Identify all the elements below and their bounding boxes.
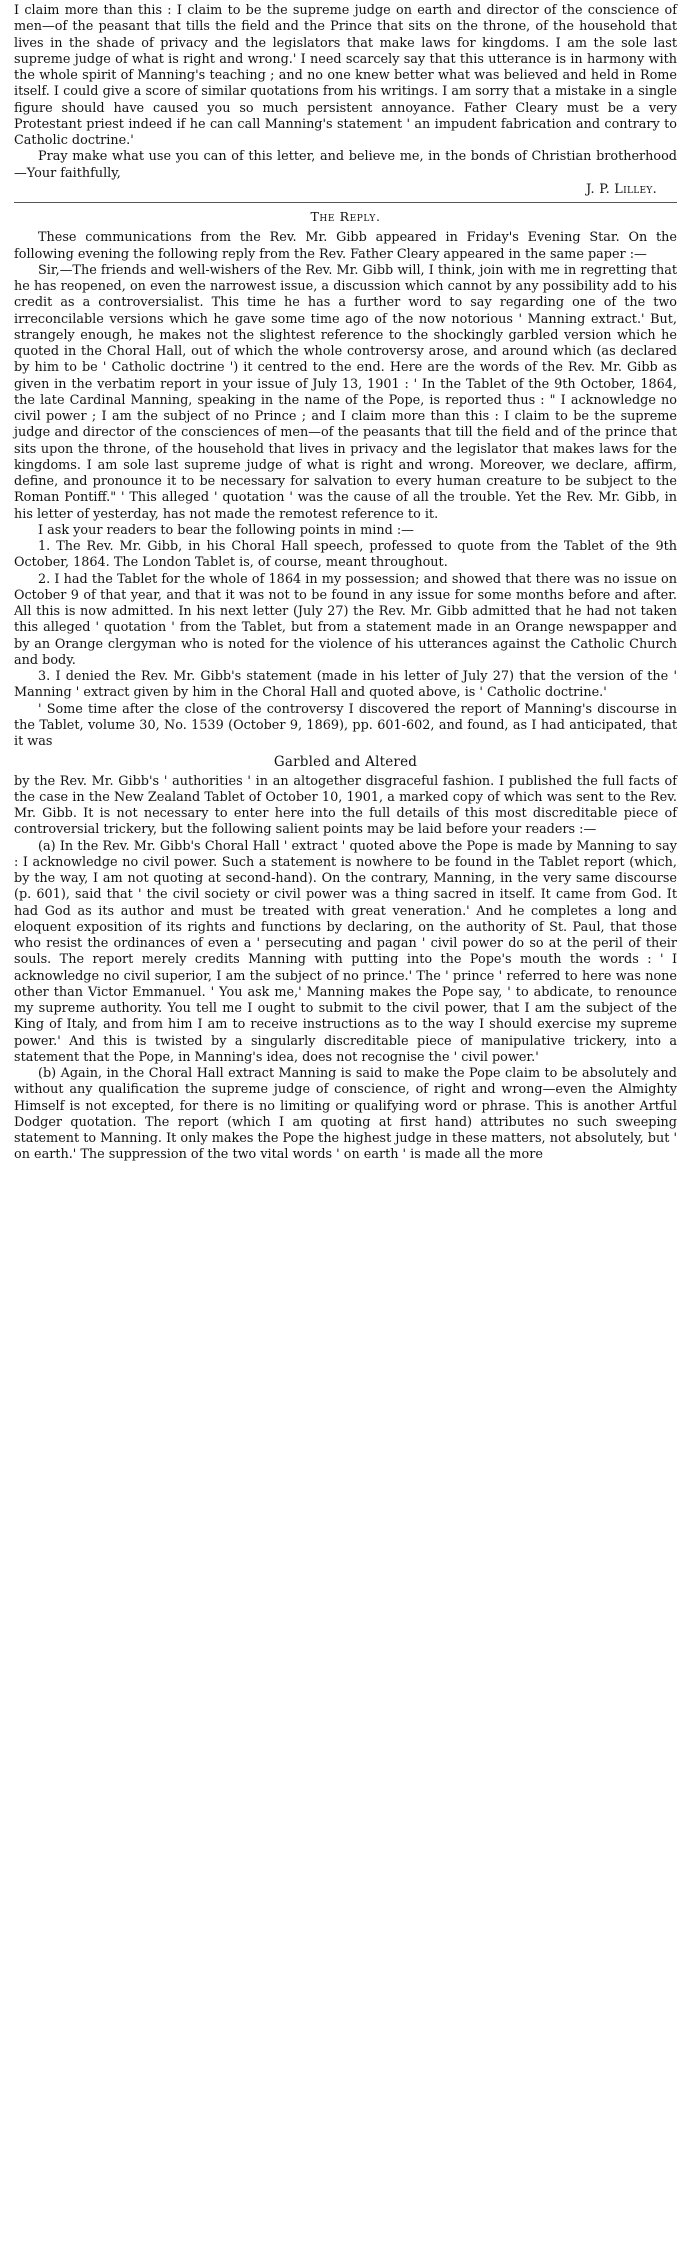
points-intro: I ask your readers to bear the following points in mind :— bbox=[38, 522, 414, 538]
sub-point-a: (a) In the Rev. Mr. Gibb's Choral Hall ' extract ' quoted above the Pope is made by Manning to say : I acknowledge no civil power. Such a statement is nowhere to be found in the Tablet report (which, by the way, I am not quoting at second-hand). On the contrary, Manning, in the very same discourse (p. 601), said that ' the civil society or civil power was a thing sacred in itself. It came from God. It had God as its author and must be treated with great veneration.' And he completes a long and eloquent exposition of its rights and functions by declaring, on the authority of St. Paul, that those who resist the ordinances of even a ' persecuting and pagan ' civil power do so at the peril of their souls. The report merely credits Manning with putting into the Pope's mouth the words : ' I acknowledge no civil superior, I am the subject of no prince.' The ' prince ' referred to here was none other than Victor Emmanuel. ' You ask me,' Manning makes the Pope say, ' to abdicate, to renounce my supreme authority. You tell me I ought to submit to the civil power, that I am the subject of the King of Italy, and from him I am to receive instructions as to the way I should exercise my supreme power.' And this is twisted by a singularly discreditable piece of manipulative trickery, into a statement that the Pope, in Manning's idea, does not recognise the ' civil power.' bbox=[14, 838, 677, 1065]
garbled-heading: Garbled and Altered bbox=[273, 754, 418, 771]
letter-body-paragraph: Sir,—The friends and well-wishers of the Rev. Mr. Gibb will, I think, join with me in regretting that he has reopened, on even the narrowest issue, a discussion which cannot by any possibility add to his credit as a controversialist. This time he has a further word to say regarding one of the two irreconcilable versions which he gave some time ago of the now notorious ' Manning extract.' But, strangely enough, he makes not the slightest reference to the shockingly garbled version which he quoted in the Choral Hall, out of which the whole controversy arose, and around which (as declared by him to be ' Catholic doctrine ') it centred to the end. Here are the words of the Rev. Mr. Gibb as given in the verbatim report in your issue of July 13, 1901 : ' In the Tablet of the 9th October, 1864, the late Cardinal Manning, speaking in the name of the Pope, is reported thus : " I acknowledge no civil power ; I am the subject of no Prince ; and I claim more than this : I claim to be the supreme judge and director of the consciences of men—of the peasants that till the field and of the prince that sits upon the throne, of the household that lives in privacy and the legislator that makes laws for the kingdoms. I am sole last supreme judge of what is right and wrong. Moreover, we declare, affirm, define, and pronounce it to be necessary for salvation to every human creature to be subject to the Roman Pontiff." ' This alleged ' quotation ' was the cause of all the trouble. Yet the Rev. Mr. Gibb, in his letter of yesterday, has not made the remotest reference to it. bbox=[14, 262, 677, 522]
point-3: 3. I denied the Rev. Mr. Gibb's statement (made in his letter of July 27) that the version of the ' Manning ' extract given by him in the Choral Hall and quoted above, is ' Catholic doctrine.' bbox=[14, 669, 677, 701]
intro-paragraph-2: Pray make what use you can of this letter, and believe me, in the bonds of Christian brotherhood—Your faithfully, bbox=[14, 149, 677, 181]
intro-paragraph-1: I claim more than this : I claim to be the supreme judge on earth and director of the conscience of men—of the peasant that tills the field and the Prince that sits on the throne, of the household that lives in the shade of privacy and the legislators that make laws for kingdoms. I am the sole last supreme judge of what is right and wrong.' I need scarcely say that this utterance is in harmony with the whole spirit of Manning's teaching ; and no one knew better what was believed and held in Rome itself. I could give a score of similar quotations from his writings. I am sorry that a mistake in a single figure should have caused you so much persistent annoyance. Father Cleary must be a very Protestant priest indeed if he can call Manning's statement ' an impudent fabrication and contrary to Catholic doctrine.' bbox=[14, 3, 677, 148]
reply-heading: The Reply. bbox=[310, 209, 381, 224]
reply-intro-paragraph: These communications from the Rev. Mr. Gibb appeared in Friday's Evening Star. On the following evening the following reply from the Rev. Father Cleary appeared in the same paper :— bbox=[14, 230, 677, 262]
discovery-paragraph: ' Some time after the close of the controversy I discovered the report of Manning's discourse in the Tablet, volume 30, No. 1539 (October 9, 1869), pp. 601-602, and found, as I had anticipated, that it was bbox=[14, 701, 677, 749]
signature: J. P. Lilley. bbox=[586, 181, 657, 197]
garbled-paragraph: by the Rev. Mr. Gibb's ' authorities ' in an altogether disgraceful fashion. I published the full facts of the case in the New Zealand Tablet of October 10, 1901, a marked copy of which was sent to the Rev. Mr. Gibb. It is not necessary to enter here into the full details of this most discreditable piece of controversial trickery, but the following salient points may be laid before your readers :— bbox=[14, 773, 677, 838]
section-divider bbox=[14, 202, 677, 203]
point-1: 1. The Rev. Mr. Gibb, in his Choral Hall speech, professed to quote from the Tablet of the 9th October, 1864. The London Tablet is, of course, meant throughout. bbox=[14, 539, 677, 571]
sub-point-b: (b) Again, in the Choral Hall extract Manning is said to make the Pope claim to be absolutely and without any qualification the supreme judge of conscience, of right and wrong—even the Almighty Himself is not excepted, for there is no limiting or qualifying word or phrase. This is another Artful Dodger quotation. The report (which I am quoting at first hand) attributes no such sweeping statement to Manning. It only makes the Pope the highest judge in these matters, not absolutely, but ' on earth.' The suppression of the two vital words ' on earth ' is made all the more bbox=[14, 1066, 677, 1163]
point-2: 2. I had the Tablet for the whole of 1864 in my possession; and showed that there was no issue on October 9 of that year, and that it was not to be found in any issue for some months before and after. All this is now admitted. In his next letter (July 27) the Rev. Mr. Gibb admitted that he had not taken this alleged ' quotation ' from the Tablet, but from a statement made in an Orange newspapper and by an Orange clergyman who is noted for the violence of his utterances against the Catholic Church and body. bbox=[14, 571, 677, 668]
